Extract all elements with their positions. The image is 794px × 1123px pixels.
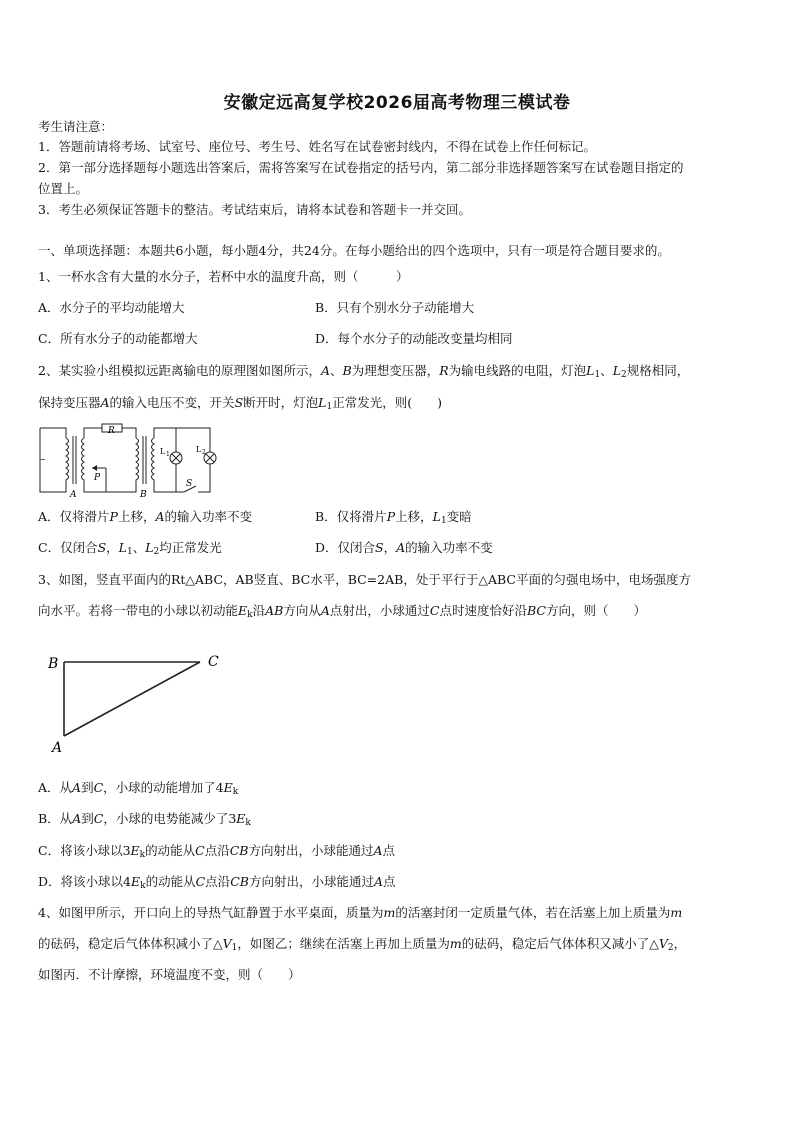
svg-text:P: P	[94, 473, 101, 483]
svg-text:A: A	[52, 740, 63, 756]
q2-option-b: B．仅将滑片P上移，$L_1$变暗	[315, 509, 472, 526]
q4-stem-line3: 如图丙．不计摩擦，环境温度不变，则（ ）	[38, 967, 301, 982]
q1-option-c: C．所有水分子的动能都增大	[38, 331, 198, 346]
svg-text:C: C	[208, 654, 219, 670]
svg-text:A: A	[70, 490, 77, 498]
svg-text:~: ~	[40, 456, 46, 464]
q2-option-c: C．仅闭合S，$L_1$、$L_2$均正常发光	[38, 540, 222, 557]
q3-option-b: B．从A到C，小球的电势能减少了$3E_k$	[38, 811, 251, 828]
page-title: 安徽定远高复学校2026届高考物理三模试卷	[223, 93, 571, 113]
q3-option-d: D．将该小球以$4E_k$的动能从C点沿CB方向射出，小球能通过A点	[38, 874, 396, 891]
svg-text:L: L	[160, 447, 166, 456]
q4-stem-line2: 的砝码，稳定后气体体积减小了$\triangle V_1$，如图乙；继续在活塞上再加上质量为m的砝码，稳定后气体体积又减小了$\triangle V_2$，	[38, 936, 687, 953]
q2-circuit-diagram	[36, 422, 222, 498]
q1-option-d: D．每个水分子的动能改变量均相同	[315, 331, 513, 346]
q2-option-a: A．仅将滑片P上移，A的输入功率不变	[38, 509, 253, 524]
notice-item-3: 3．考生必须保证答题卡的整洁。考试结束后，请将本试卷和答题卡一并交回。	[38, 202, 471, 217]
notice-item-1: 1．答题前请将考场、试室号、座位号、考生号、姓名写在试卷密封线内，不得在试卷上作任何标记。	[38, 139, 596, 154]
q2-option-d: D．仅闭合S，A的输入功率不变	[315, 540, 493, 555]
svg-text:1: 1	[166, 451, 170, 458]
notice-item-2: 2．第一部分选择题每小题选出答案后，需将答案写在试卷指定的括号内，第二部分非选择题答案写在试卷题目指定的	[38, 160, 684, 175]
q3-stem-line2: 向水平。若将一带电的小球以初动能$E_k$沿AB方向从A点射出，小球通过C点时速度恰好沿BC方向，则（ ）	[38, 603, 646, 620]
svg-text:2: 2	[202, 449, 206, 456]
q2-stem-line1: 2、某实验小组模拟远距离输电的原理图如图所示，A、B为理想变压器，R为输电线路的电阻，灯泡$L_1$、$L_2$规格相同，	[38, 363, 690, 380]
q2-stem-line2: 保持变压器A的输入电压不变，开关S断开时，灯泡$L_1$正常发光，则( )	[38, 395, 442, 412]
q3-option-c: C．将该小球以$3E_k$的动能从C点沿CB方向射出，小球能通过A点	[38, 843, 396, 860]
slider-arrow-icon	[92, 465, 97, 471]
notice-heading: 考生请注意：	[38, 119, 114, 134]
q3-triangle-diagram	[40, 648, 230, 760]
q1-option-b: B．只有个别水分子动能增大	[315, 300, 475, 315]
svg-text:B: B	[48, 656, 59, 672]
q4-stem-line1: 4、如图甲所示，开口向上的导热气缸静置于水平桌面，质量为m的活塞封闭一定质量气体，若在活塞上加上质量为m	[38, 905, 683, 920]
svg-text:L: L	[196, 445, 202, 454]
q3-option-a: A．从A到C，小球的动能增加了$4E_k$	[38, 780, 239, 797]
svg-text:B: B	[140, 490, 147, 498]
q3-stem-line1: 3、如图，竖直平面内的Rt△ABC，AB竖直、BC水平，BC=2AB，处于平行于△ABC平面的匀强电场中，电场强度方	[38, 572, 691, 587]
q1-option-a: A．水分子的平均动能增大	[38, 300, 185, 315]
notice-item-2-cont: 位置上。	[38, 181, 89, 196]
svg-text:S: S	[186, 479, 193, 489]
section-heading: 一、单项选择题：本题共6小题，每小题4分，共24分。在每小题给出的四个选项中，只有一项是符合题目要求的。	[38, 243, 670, 258]
svg-text:R: R	[108, 426, 115, 436]
q1-stem: 1、一杯水含有大量的水分子，若杯中水的温度升高，则（ ）	[38, 269, 409, 284]
